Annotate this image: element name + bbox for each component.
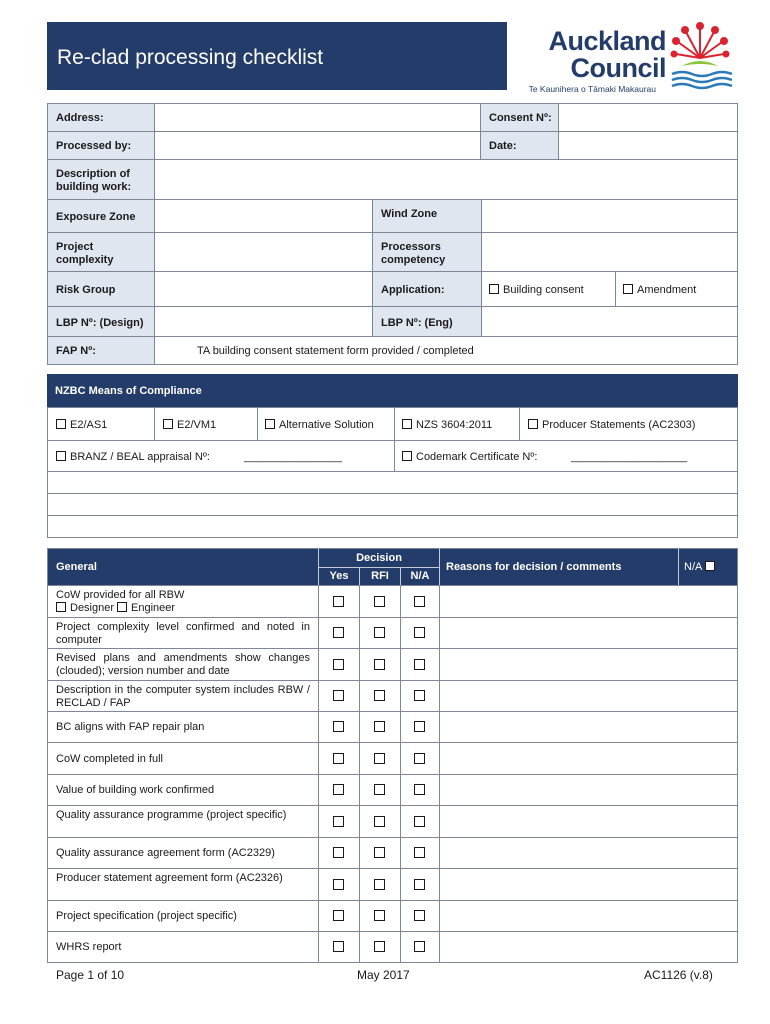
option-e2as1[interactable] [47,407,155,441]
checklist-item-text: WHRS report [56,941,122,953]
application-label: Application: [381,284,445,296]
decision-na-cell[interactable] [400,931,440,963]
decision-rfi-cell[interactable] [359,648,401,681]
nzbc-heading: NZBC Means of Compliance [55,385,202,397]
brand-line-2: Council [570,53,666,83]
decision-yes-cell[interactable] [318,900,360,932]
engineer-label: Engineer [131,602,176,614]
decision-yes-checkbox[interactable] [333,659,344,670]
ta-statement: TA building consent statement form provided / completed [197,345,474,357]
processors-label-cell [372,232,482,272]
decision-na-checkbox[interactable] [414,753,425,764]
decision-na-cell[interactable] [400,742,440,775]
decision-na-checkbox[interactable] [414,784,425,795]
lbp-eng-label: LBP Nº: (Eng) [381,317,453,329]
checklist-item-cell [47,931,319,963]
decision-rfi-cell[interactable] [359,837,401,869]
council-logo [510,18,740,102]
risk-label-cell [47,271,155,307]
e2as1-label: E2/AS1 [70,419,108,431]
role-options [56,602,175,615]
decision-na-checkbox[interactable] [414,910,425,921]
date-field[interactable] [558,131,738,160]
decision-na-checkbox[interactable] [414,659,425,670]
codemark-blank: ___________________ [571,451,688,463]
decision-na-checkbox[interactable] [414,879,425,890]
decision-na-checkbox[interactable] [414,721,425,732]
option-nzs3604[interactable] [394,407,520,441]
decision-na-cell[interactable] [400,648,440,681]
decision-rfi-checkbox[interactable] [374,627,385,638]
comments-field[interactable] [439,711,738,743]
decision-rfi-cell[interactable] [359,617,401,649]
comments-field[interactable] [439,585,738,618]
tagline: Te Kaunihera o Tāmaki Makaurau [528,84,656,94]
decision-yes-checkbox[interactable] [333,941,344,952]
decision-na-checkbox[interactable] [414,627,425,638]
producer-checkbox[interactable] [528,419,538,429]
amendment-checkbox[interactable] [623,284,633,294]
decision-na-cell[interactable] [400,900,440,932]
decision-yes-cell[interactable] [318,837,360,869]
fap-label: FAP Nº: [56,345,96,357]
engineer-checkbox[interactable] [117,602,127,612]
comments-field[interactable] [439,805,738,838]
decision-rfi-cell[interactable] [359,900,401,932]
wind-label-cell [372,199,482,233]
designer-checkbox[interactable] [56,602,66,612]
reasons-header: Reasons for decision / comments [446,561,622,573]
decision-rfi-cell[interactable] [359,868,401,901]
checklist-item-text: Project specification (project specific) [56,910,237,922]
exposure-label-cell [47,199,155,233]
checklist-item-text: Value of building work confirmed [56,784,215,796]
lbp-eng-label-cell [372,306,482,337]
e2vm1-checkbox[interactable] [163,419,173,429]
decision-na-cell[interactable] [400,585,440,618]
decision-rfi-checkbox[interactable] [374,690,385,701]
decision-na-cell[interactable] [400,805,440,838]
decision-rfi-cell[interactable] [359,805,401,838]
wind-label: Wind Zone [381,208,438,220]
checklist-item-text: Description in the computer system includes RBW / RECLAD / FAP [56,684,310,709]
decision-na-checkbox[interactable] [414,847,425,858]
decision-rfi-cell[interactable] [359,711,401,743]
decision-rfi-checkbox[interactable] [374,721,385,732]
address-label: Address: [56,112,104,124]
designer-label: Designer [70,602,115,614]
option-e2vm1[interactable] [154,407,258,441]
branz-label: BRANZ / BEAL appraisal Nº: [70,451,210,463]
branz-cell[interactable] [47,440,395,472]
decision-rfi-cell[interactable] [359,680,401,712]
comments-field[interactable] [439,742,738,775]
decision-rfi-checkbox[interactable] [374,753,385,764]
nzs3604-label: NZS 3604:2011 [416,419,493,431]
fap-field[interactable] [154,336,738,365]
checklist-item-cell [47,585,319,618]
lbp-design-label-cell [47,306,155,337]
decision-yes-cell[interactable] [318,774,360,806]
lbp-design-field[interactable] [154,306,373,337]
exposure-label: Exposure Zone [56,211,136,223]
yes-header: Yes [329,570,349,582]
page-title: Re-clad processing checklist [57,46,324,69]
decision-yes-cell[interactable] [318,585,360,618]
na-comments-header [684,561,715,574]
comments-field[interactable] [439,868,738,901]
fap-label-cell [47,336,155,365]
checklist-item-cell [47,774,319,806]
decision-rfi-checkbox[interactable] [374,816,385,827]
checklist-item-text: Producer statement agreement form (AC2326) [56,872,283,884]
decision-na-cell[interactable] [400,774,440,806]
na-header: N/A [410,570,430,582]
address-field[interactable] [154,103,481,132]
pohutukawa-icon [668,18,732,96]
processed-field[interactable] [154,131,481,160]
consent-field[interactable] [558,103,738,132]
checklist-item-cell [47,617,319,649]
checklist-item-cell [47,711,319,743]
e2vm1-label: E2/VM1 [177,419,217,431]
decision-yes-cell[interactable] [318,742,360,775]
nzbc-blank-row-2[interactable] [47,493,738,516]
checklist-item-cell [47,805,319,838]
checklist-item-text: Quality assurance agreement form (AC2329) [56,847,275,859]
date-label-cell [480,131,559,160]
decision-yes-checkbox[interactable] [333,690,344,701]
project-label: Project complexity [56,241,114,266]
processors-field[interactable] [481,232,738,272]
footer-date: May 2017 [357,968,410,982]
codemark-label: Codemark Certificate Nº: [416,451,538,463]
rfi-header: RFI [371,570,389,582]
na-comments-checkbox[interactable] [705,561,715,571]
decision-yes-checkbox[interactable] [333,753,344,764]
checklist-item-text: CoW completed in full [56,753,163,765]
decision-na-cell[interactable] [400,711,440,743]
nzbc-blank-row-1[interactable] [47,471,738,494]
project-field[interactable] [154,232,373,272]
decision-na-cell[interactable] [400,617,440,649]
processed-label: Processed by: [56,140,132,152]
decision-yes-checkbox[interactable] [333,910,344,921]
decision-na-cell[interactable] [400,680,440,712]
decision-yes-checkbox[interactable] [333,816,344,827]
producer-label: Producer Statements (AC2303) [542,419,696,431]
building-consent-checkbox[interactable] [489,284,499,294]
decision-rfi-cell[interactable] [359,742,401,775]
decision-na-cell[interactable] [400,837,440,869]
nzbc-blank-row-3[interactable] [47,515,738,538]
checklist-header [47,548,738,586]
comments-field[interactable] [439,837,738,869]
checklist-item-cell [47,742,319,775]
footer-code: AC1126 (v.8) [644,968,713,982]
lbp-design-label: LBP Nº: (Design) [56,317,144,329]
description-field[interactable] [154,159,738,200]
decision-yes-cell[interactable] [318,868,360,901]
comments-field[interactable] [439,617,738,649]
date-label: Date: [489,140,517,152]
decision-yes-checkbox[interactable] [333,879,344,890]
comments-field[interactable] [439,774,738,806]
exposure-field[interactable] [154,199,373,233]
decision-yes-checkbox[interactable] [333,784,344,795]
checklist-item-text: Revised plans and amendments show changes (clouded); version number and date [56,652,310,677]
branz-checkbox[interactable] [56,451,66,461]
decision-yes-checkbox[interactable] [333,596,344,607]
building-consent-label: Building consent [503,284,584,296]
decision-rfi-checkbox[interactable] [374,879,385,890]
checklist-item-text: BC aligns with FAP repair plan [56,721,205,733]
checklist-item-cell [47,648,319,681]
address-label-cell [47,103,155,132]
consent-label: Consent Nº: [489,112,552,124]
alternative-label: Alternative Solution [279,419,374,431]
nzbc-heading-bar [47,374,738,408]
decision-na-checkbox[interactable] [414,596,425,607]
processed-label-cell [47,131,155,160]
comments-field[interactable] [439,931,738,963]
decision-header: Decision [356,552,402,564]
wind-field[interactable] [481,199,738,233]
branz-blank: ________________ [244,451,342,463]
checklist-item-cell [47,837,319,869]
decision-rfi-checkbox[interactable] [374,659,385,670]
na-comments-label: N/A [684,561,703,573]
decision-na-checkbox[interactable] [414,941,425,952]
checklist-item-text: Project complexity level confirmed and noted in computer [56,621,310,646]
amendment-label: Amendment [637,284,697,296]
processors-label: Processors competency [381,241,446,266]
option-alternative[interactable] [257,407,395,441]
decision-rfi-checkbox[interactable] [374,910,385,921]
decision-rfi-checkbox[interactable] [374,941,385,952]
decision-yes-cell[interactable] [318,648,360,681]
codemark-cell[interactable] [394,440,738,472]
project-label-cell [47,232,155,272]
option-producer[interactable] [519,407,738,441]
decision-yes-cell[interactable] [318,680,360,712]
decision-rfi-cell[interactable] [359,931,401,963]
codemark-checkbox[interactable] [402,451,412,461]
checklist-item-cell [47,900,319,932]
title-banner [47,22,507,90]
decision-yes-cell[interactable] [318,805,360,838]
alternative-checkbox[interactable] [265,419,275,429]
decision-rfi-checkbox[interactable] [374,847,385,858]
risk-field[interactable] [154,271,373,307]
decision-yes-cell[interactable] [318,711,360,743]
decision-na-checkbox[interactable] [414,690,425,701]
decision-rfi-checkbox[interactable] [374,784,385,795]
comments-field[interactable] [439,648,738,681]
application-label-cell [372,271,482,307]
checklist-item-text: CoW provided for all RBW [56,589,185,601]
checklist-item-text: Quality assurance programme (project specific) [56,809,287,821]
checklist-item-cell [47,680,319,712]
general-header: General [56,561,97,573]
decision-rfi-cell[interactable] [359,774,401,806]
decision-yes-checkbox[interactable] [333,627,344,638]
decision-rfi-checkbox[interactable] [374,596,385,607]
lbp-eng-field[interactable] [481,306,738,337]
risk-label: Risk Group [56,284,116,296]
decision-yes-checkbox[interactable] [333,721,344,732]
decision-yes-cell[interactable] [318,931,360,963]
comments-field[interactable] [439,900,738,932]
amendment-option[interactable] [615,271,738,307]
footer-page: Page 1 of 10 [56,968,125,982]
checklist-item-cell [47,868,319,901]
e2as1-checkbox[interactable] [56,419,66,429]
building-consent-option[interactable] [481,271,616,307]
decision-rfi-cell[interactable] [359,585,401,618]
nzs3604-checkbox[interactable] [402,419,412,429]
decision-na-cell[interactable] [400,868,440,901]
decision-yes-cell[interactable] [318,617,360,649]
decision-yes-checkbox[interactable] [333,847,344,858]
brand-line-1: Auckland [548,26,666,56]
description-label: Description of building work: [56,168,132,193]
consent-label-cell [480,103,559,132]
description-label-cell [47,159,155,200]
decision-na-checkbox[interactable] [414,816,425,827]
comments-field[interactable] [439,680,738,712]
